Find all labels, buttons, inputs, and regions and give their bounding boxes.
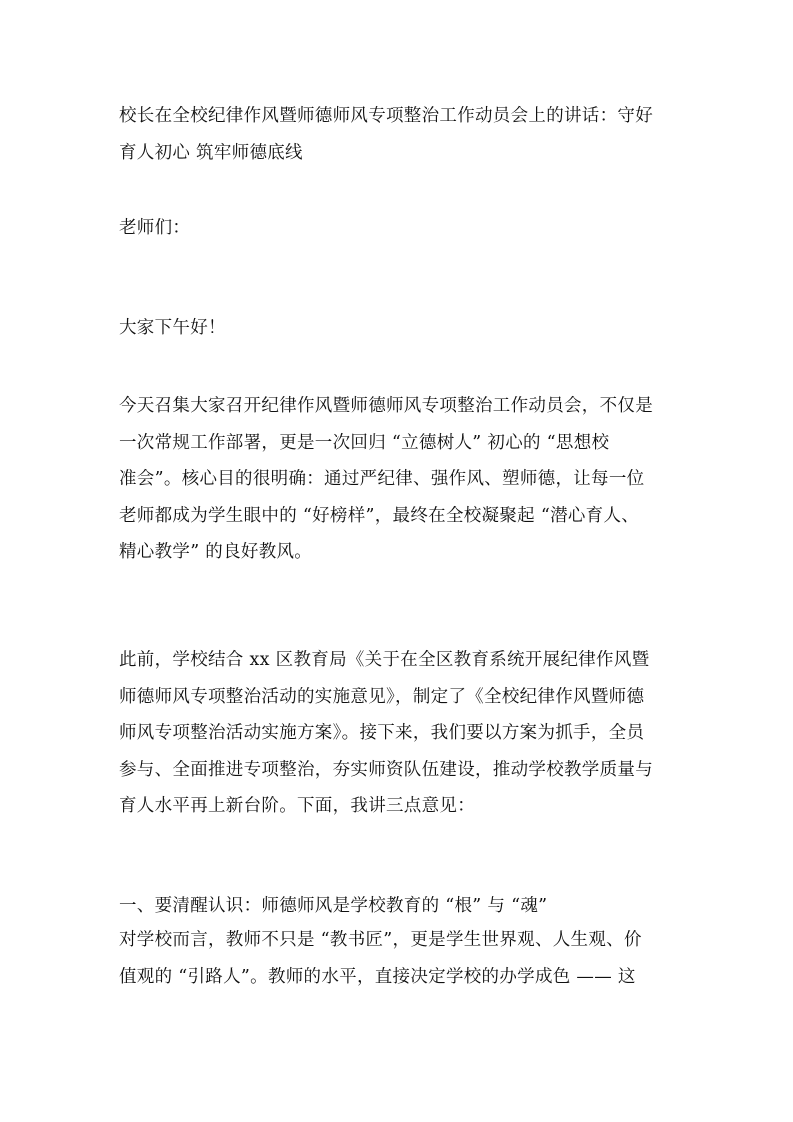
section-1-line: 对学校而言，教师不只是 “教书匠”，更是学生世界观、人生观、价	[119, 930, 642, 950]
paragraph-1-line: 今天召集大家召开纪律作风暨师德师风专项整治工作动员会，不仅是	[119, 396, 653, 416]
paragraph-1-line: 老师都成为学生眼中的 “好榜样”，最终在全校凝聚起 “潜心育人、	[119, 505, 640, 526]
paragraph-2-line: 育人水平再上新台阶。下面，我讲三点意见：	[119, 796, 475, 816]
paragraph-2	[119, 642, 689, 825]
paragraph-2-line: 师风专项整治活动实施方案》。接下来，我们要以方案为抓手，全员	[119, 723, 645, 743]
paragraph-1-line: 一次常规工作部署，更是一次回归 “立德树人” 初心的 “思想校	[119, 432, 610, 453]
title-line-2: 育人初心 筑牢师德底线	[119, 142, 303, 163]
title-line-1: 校长在全校纪律作风暨师德师风专项整治工作动员会上的讲话：守好	[119, 106, 653, 126]
paragraph-2-line: 参与、全面推进专项整治，夯实师资队伍建设，推动学校教学质量与	[119, 759, 653, 780]
salutation-text: 老师们：	[119, 218, 191, 238]
paragraph-1	[119, 388, 689, 571]
paragraph-2-line: 此前，学校结合 xx 区教育局《关于在全区教育系统开展纪律作风暨	[119, 650, 650, 670]
section-1-heading: 一、要清醒认识：师德师风是学校教育的 “根” 与 “魂”	[119, 896, 548, 916]
paragraph-1-line: 准会”。核心目的很明确：通过严纪律、强作风、塑师德，让每一位	[119, 469, 645, 489]
greeting-text: 大家下午好！	[119, 318, 226, 338]
section-1	[119, 890, 689, 995]
paragraph-1-line: 精心教学” 的良好教风。	[119, 542, 313, 562]
paragraph-2-line: 师德师风专项整治活动的实施意见》，制定了《全校纪律作风暨师德	[119, 686, 645, 707]
section-1-line: 值观的 “引路人”。教师的水平，直接决定学校的办学成色 —— 这	[119, 966, 636, 987]
greeting	[119, 310, 689, 347]
document-title	[119, 98, 689, 171]
salutation	[119, 210, 689, 247]
